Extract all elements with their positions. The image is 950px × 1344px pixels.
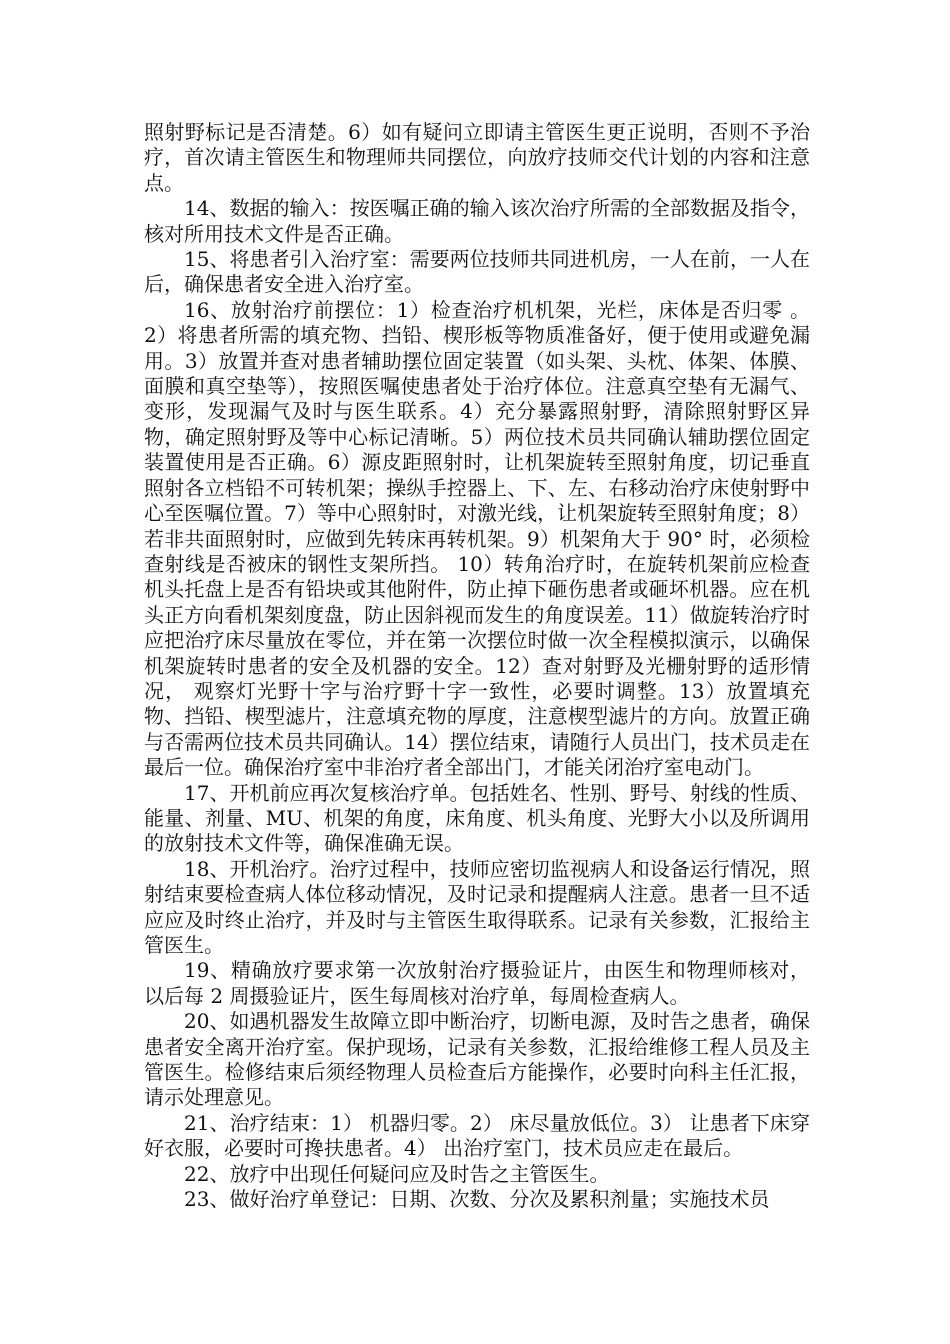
paragraph-14-data-input: 14、数据的输入：按医嘱正确的输入该次治疗所需的全部数据及指令， 核对所用技术文件是否正确。 — [144, 196, 810, 246]
paragraph-19-verification: 19、精确放疗要求第一次放射治疗摄验证片，由医生和物理师核对， 以后每 2 周摄验证片，医生每周核对治疗单，每周检查病人。 — [144, 958, 810, 1008]
paragraph-22-questions: 22、放疗中出现任何疑问应及时告之主管医生。 — [184, 1161, 610, 1186]
paragraph-16-positioning: 16、放射治疗前摆位：1）检查治疗机机架，光栏，床体是否归零 。2）将患者所需的填充物、挡铅、楔形板等物质准备好，便于使用或避免漏用。3）放置并查对患者辅助摆位固定装置（如头架、头枕、体架、体膜、面膜和真空垫等），按照医嘱使患者处于治疗体位。注意真空垫有无漏气、变形，发现漏气及时与医生联系。4）充分暴露照射野，清除照射野区异物，确定照射野及等中心标记清晰。5）两位技术员共同确认辅助摆位固定装置使用是否正确。6）源皮距照射时，让机架旋转至照射角度，切记垂直照射各立档铅不可转机架；操纵手控器上、下、左、右移动治疗床使射野中心至医嘱位置。7）等中心照射时，对激光线，让机架旋转至照射角度；8）若非共面照射时，应做到先转床再转机架。9）机架角大于 90° 时，必须检查射线是否被床的钢性支架所挡。 10）转角治疗时，在旋转机架前应检查机头托盘上是否有铅块或其他附件，防止掉下砸伤患者或砸坏机器。应在机头正方向看机架刻度盘，防止因斜视而发生的角度误差。11）做旋转治疗时应把治疗床尽量放在零位，并在第一次摆位时做一次全程模拟演示，以确保机架旋转时患者的安全及机器的安全。12）查对射野及光栅射野的适形情况， 观察灯光野十字与治疗野十字一致性，必要时调整。13）放置填充物、挡铅、楔型滤片，注意填充物的厚度，注意楔型滤片的方向。放置正确与否需两位技术员共同确认。14）摆位结束，请随行人员出门，技术员走在最后一位。确保治疗室中非治疗者全部出门，才能关闭治疗室电动门。 — [144, 297, 810, 780]
paragraph-17-recheck: 17、开机前应再次复核治疗单。包括姓名、性别、野号、射线的性质、能量、剂量、MU、机架的角度，床角度、机头角度、光野大小以及所调用的放射技术文件等，确保准确无误。 — [144, 780, 810, 856]
paragraph-20-malfunction: 20、如遇机器发生故障立即中断治疗，切断电源，及时告之患者，确保患者安全离开治疗室。保护现场，记录有关参数，汇报给维修工程人员及主管医生。检修结束后须经物理人员检查后方能操作，必要时向科主任汇报，请示处理意见。 — [144, 1009, 810, 1110]
paragraph-continued-13: 照射野标记是否清楚。6）如有疑问立即请主管医生更正说明，否则不予治疗，首次请主管医生和物理师共同摆位，向放疗技师交代计划的内容和注意点。 — [144, 120, 810, 195]
paragraph-18-treatment: 18、开机治疗。治疗过程中，技师应密切监视病人和设备运行情况，照射结束要检查病人体位移动情况，及时记录和提醒病人注意。患者一旦不适应应及时终止治疗，并及时与主管医生取得联系。记录有关参数，汇报给主管医生。 — [144, 856, 810, 957]
document-body — [144, 120, 810, 1212]
paragraph-21-end-treatment: 21、治疗结束：1） 机器归零。2） 床尽量放低位。3） 让患者下床穿好衣服，必要时可搀扶患者。4） 出治疗室门，技术员应走在最后。 — [144, 1110, 810, 1161]
paragraph-15-guide-patient: 15、将患者引入治疗室：需要两位技师共同进机房，一人在前，一人在后，确保患者安全进入治疗室。 — [144, 247, 810, 297]
paragraph-23-registration: 23、做好治疗单登记：日期、次数、分次及累积剂量；实施技术员 — [184, 1187, 770, 1212]
